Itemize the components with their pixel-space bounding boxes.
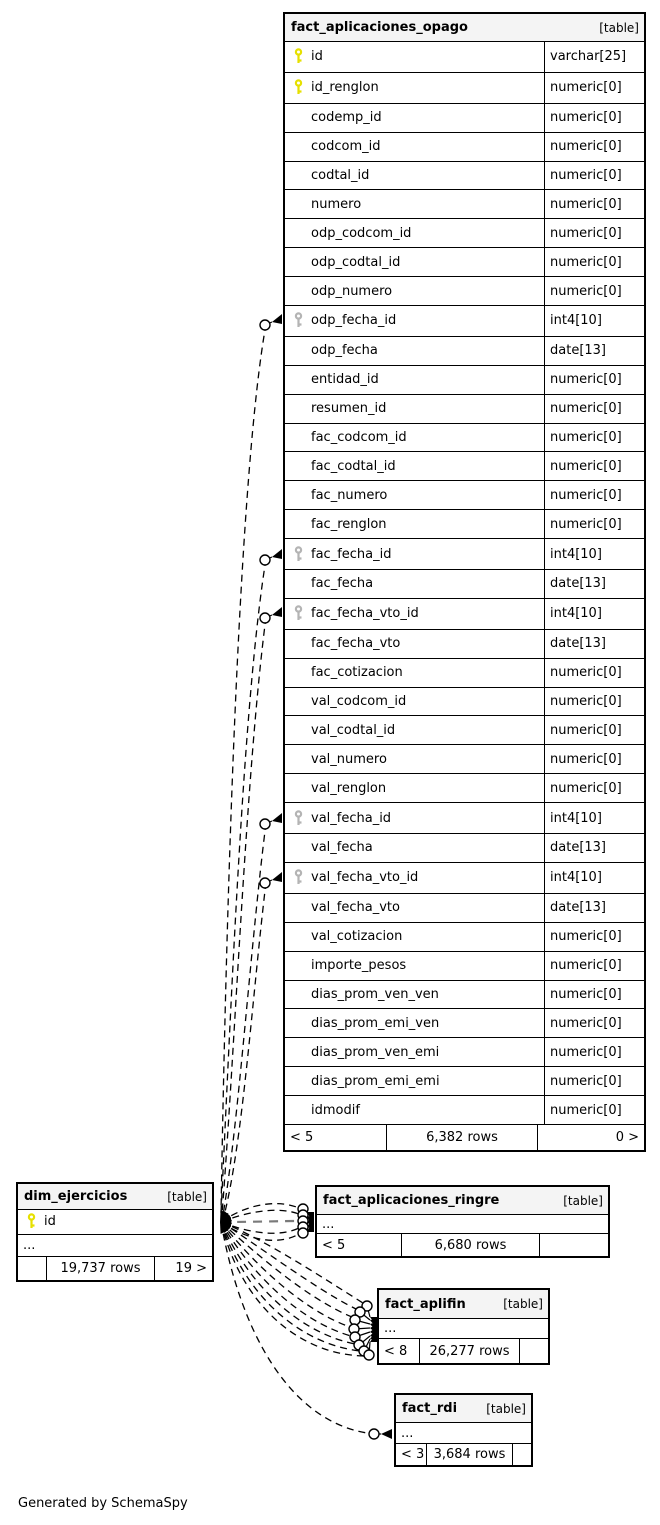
column-name: entidad_id [311,372,379,388]
degree-in-label: < 5 [285,1125,387,1150]
column-row-dias_prom_ven_emi [285,1038,644,1067]
cardinality-circle-icon [369,1429,379,1439]
column-row-importe_pesos [285,952,644,981]
column-row-val_cotizacion [285,923,644,952]
degree-in-label [18,1257,47,1280]
foreign-key-icon [285,869,311,886]
column-type: date[13] [544,570,644,598]
column-type: numeric[0] [544,424,644,452]
column-row-fac_fecha [285,570,644,599]
ellipsis-label: ... [401,1425,414,1441]
cardinality-circle-icon [260,819,270,829]
degree-out-label: 19 > [175,1261,207,1276]
column-type: date[13] [544,834,644,862]
cardinality-circle-icon [298,1228,308,1238]
column-row-odp_numero [285,277,644,306]
edge-stub-line [303,1232,306,1233]
column-row-codtal_id [285,162,644,191]
column-name: codemp_id [311,110,382,126]
cardinality-circle-icon [362,1301,372,1311]
table-header [379,1290,548,1319]
arrowhead-into-dim-ejercicios-icon [218,1213,232,1226]
column-row-codemp_id [285,104,644,133]
hidden-columns-row [18,1235,212,1257]
cardinality-circle-icon [355,1307,365,1317]
column-name: fac_fecha_vto [311,636,401,652]
edge-stub-line [265,821,272,824]
column-row-entidad_id [285,366,644,395]
column-type: numeric[0] [544,1009,644,1037]
table-type-badge: [table] [563,1193,603,1208]
column-type: numeric[0] [544,688,644,716]
column-type: numeric[0] [544,716,644,744]
primary-key-icon [285,79,311,96]
column-type: numeric[0] [544,219,644,247]
column-name: val_fecha_vto_id [311,870,419,886]
column-row-fac_numero [285,481,644,510]
cardinality-circle-icon [350,1332,360,1342]
table-title-link[interactable]: fact_aplicaciones_opago [291,20,468,35]
row-count-label: 3,684 rows [427,1444,513,1465]
column-row-fac_fecha_vto_id [285,599,644,630]
column-row-val_codtal_id [285,716,644,745]
degree-out-label: 0 > [615,1130,639,1145]
edge-stub-line [359,1336,370,1345]
foreign-key-icon [285,605,311,622]
column-type: int4[10] [544,539,644,569]
column-type: numeric[0] [544,73,644,103]
column-type: int4[10] [544,306,644,336]
crow-foot-arrow-icon [370,1322,377,1332]
column-row-id [18,1210,212,1235]
cardinality-circle-icon [298,1216,308,1226]
row-count-label: 26,277 rows [420,1339,520,1363]
row-count-label: 19,737 rows [47,1257,155,1280]
row-count-label: 6,680 rows [402,1234,540,1256]
column-row-id [285,42,644,73]
cardinality-circle-icon [260,320,270,330]
edge-stub-line [265,880,272,883]
column-type: date[13] [544,630,644,658]
column-name: odp_numero [311,283,393,299]
crow-foot-arrow-icon [306,1215,314,1225]
column-row-id_renglon [285,73,644,104]
relationship-edge-fact_aplicaciones_ringre-9 [221,1222,299,1240]
column-row-fac_fecha_id [285,539,644,570]
column-type: numeric[0] [544,1096,644,1124]
column-name: id [311,49,323,65]
table-box-fact-rdi [394,1393,533,1467]
crow-foot-arrow-icon [370,1328,377,1338]
column-name: codtal_id [311,168,370,183]
column-name: dias_prom_emi_ven [311,1015,440,1031]
crow-foot-arrow-icon [272,872,282,882]
column-type: date[13] [544,337,644,365]
column-row-dias_prom_ven_ven [285,981,644,1010]
table-type-badge: [table] [486,1401,526,1416]
relationship-edge-fact_aplicaciones_opago-2 [222,617,266,1214]
arrowhead-into-dim-ejercicios-icon [216,1210,229,1224]
column-name: fac_numero [311,487,388,503]
column-rows [379,1319,548,1338]
table-header [18,1184,212,1210]
column-name: val_fecha_id [311,810,392,826]
cardinality-circle-icon [298,1222,308,1232]
edge-stub-line [354,1328,370,1329]
cardinality-circle-icon [260,878,270,888]
column-name: val_renglon [311,780,387,796]
table-title-link[interactable]: fact_aplifin [385,1296,466,1312]
edge-stub-line [355,1332,370,1337]
column-row-dias_prom_emi_emi [285,1067,644,1096]
degree-in-label: < 3 [396,1444,427,1465]
cardinality-circle-icon [350,1315,360,1325]
table-type-badge: [table] [167,1189,207,1204]
foreign-key-icon [285,810,311,827]
column-type: numeric[0] [544,981,644,1009]
column-row-fac_fecha_vto [285,630,644,659]
schemaspy-credit: Generated by SchemaSpy [18,1496,188,1511]
column-rows [18,1210,212,1256]
cardinality-circle-icon [260,613,270,623]
column-name: id_renglon [311,80,379,96]
relationship-edge-fact_aplicaciones_opago-3 [223,823,266,1215]
column-row-dias_prom_emi_ven [285,1009,644,1038]
relationship-edge-fact_aplicaciones_ringre-7 [221,1221,299,1222]
column-type: numeric[0] [544,481,644,509]
column-row-idmodif [285,1096,644,1124]
column-row-fac_codcom_id [285,424,644,453]
relationship-edge-fact_aplicaciones_ringre-8 [221,1222,299,1233]
relationship-edge-fact_aplicaciones_opago-1 [221,559,266,1213]
cardinality-circle-icon [298,1204,308,1214]
column-name: odp_codcom_id [311,225,412,241]
crow-foot-arrow-icon [306,1222,314,1232]
column-row-val_fecha [285,834,644,863]
column-name: fac_fecha [311,576,374,592]
cardinality-circle-icon [349,1324,359,1334]
degree-out-label [520,1339,548,1363]
degree-in-label: < 8 [379,1339,420,1363]
table-footer [285,1124,644,1150]
edge-stub-line [369,1342,370,1355]
crow-foot-arrow-icon [306,1219,314,1229]
crow-foot-arrow-icon [272,549,282,559]
hidden-columns-row [396,1423,531,1443]
column-name: resumen_id [311,401,387,417]
column-type: numeric[0] [544,452,644,480]
column-name: val_codtal_id [311,722,396,738]
column-row-numero [285,190,644,219]
column-type: numeric[0] [544,162,644,190]
hidden-columns-row [317,1215,608,1233]
crow-foot-arrow-icon [381,1429,392,1439]
column-rows [317,1215,608,1233]
edge-stub-line [265,557,272,560]
column-row-val_numero [285,745,644,774]
column-type: numeric[0] [544,774,644,802]
column-row-odp_codcom_id [285,219,644,248]
column-type: numeric[0] [544,277,644,305]
column-type: date[13] [544,894,644,922]
arrowhead-into-dim-ejercicios-icon [216,1220,229,1234]
column-rows [285,42,644,1124]
column-name: dias_prom_ven_ven [311,986,439,1002]
column-type: int4[10] [544,599,644,629]
column-row-resumen_id [285,395,644,424]
arrowhead-into-dim-ejercicios-icon [219,1215,232,1226]
column-type: numeric[0] [544,190,644,218]
column-type: numeric[0] [544,395,644,423]
column-type: numeric[0] [544,923,644,951]
ellipsis-label: ... [23,1237,36,1253]
edge-stub-line [303,1221,306,1222]
edge-stub-line [265,615,272,618]
column-row-fac_renglon [285,510,644,539]
column-name: odp_fecha [311,343,378,359]
crow-foot-arrow-icon [306,1217,314,1227]
cardinality-circle-icon [298,1210,308,1220]
crow-foot-arrow-icon [272,314,282,324]
edge-stub-line [303,1209,306,1212]
foreign-key-icon [285,312,311,329]
column-name: codcom_id [311,139,381,155]
arrowhead-into-dim-ejercicios-icon [218,1218,232,1231]
arrowhead-into-dim-ejercicios-icon [217,1219,231,1233]
column-type: numeric[0] [544,659,644,687]
arrowhead-into-dim-ejercicios-icon [217,1211,231,1225]
column-name: numero [311,196,362,212]
column-row-fac_codtal_id [285,452,644,481]
crow-foot-arrow-icon [306,1212,314,1222]
cardinality-circle-icon [354,1340,364,1350]
cardinality-circle-icon [260,555,270,565]
degree-out-label [513,1444,531,1465]
column-type: numeric[0] [544,1067,644,1095]
column-name: odp_codtal_id [311,254,401,270]
hidden-columns-row [379,1319,548,1338]
table-type-badge: [table] [599,20,639,35]
row-count-label: 6,382 rows [387,1125,538,1150]
foreign-key-icon [285,546,311,563]
table-footer [379,1338,548,1363]
ellipsis-label: ... [322,1216,335,1232]
column-name: val_cotizacion [311,929,403,945]
arrowhead-into-dim-ejercicios-icon [220,1218,231,1227]
relationship-edge-fact_aplicaciones_ringre-5 [221,1204,299,1222]
column-row-odp_fecha [285,337,644,366]
table-box-fact-aplicaciones-ringre [315,1185,610,1258]
arrowhead-into-dim-ejercicios-icon [219,1218,232,1229]
relationship-edge-fact_aplicaciones_opago-0 [221,324,266,1213]
crow-foot-arrow-icon [272,813,282,823]
table-header [285,14,644,42]
edge-stub-line [265,322,272,325]
cardinality-circle-icon [359,1346,369,1356]
primary-key-icon [18,1213,44,1230]
relationship-edge-fact_aplicaciones_opago-4 [224,882,266,1216]
table-header [317,1187,608,1215]
edge-stub-line [355,1320,370,1324]
ellipsis-label: ... [384,1321,397,1336]
table-box-fact-aplicaciones-opago [283,12,646,1152]
column-type: numeric[0] [544,366,644,394]
column-type: numeric[0] [544,248,644,276]
column-type: numeric[0] [544,104,644,132]
column-name: importe_pesos [311,958,407,974]
column-name: fac_codtal_id [311,458,396,474]
edge-stub-line [303,1215,306,1217]
table-box-dim-ejercicios [16,1182,214,1282]
column-row-odp_fecha_id [285,306,644,337]
edge-stub-line [360,1312,370,1320]
table-footer [18,1256,212,1280]
column-row-fac_cotizacion [285,659,644,688]
table-header [396,1395,531,1423]
column-row-odp_codtal_id [285,248,644,277]
column-name: fac_cotizacion [311,665,403,681]
column-name: odp_fecha_id [311,313,397,329]
column-name: id [44,1214,56,1230]
column-name: dias_prom_emi_emi [311,1073,440,1089]
column-row-val_codcom_id [285,688,644,717]
column-type: numeric[0] [544,745,644,773]
primary-key-icon [285,48,311,65]
degree-out-label [540,1234,608,1256]
degree-in-label: < 5 [317,1234,402,1256]
column-type: int4[10] [544,803,644,833]
table-footer [317,1233,608,1256]
table-title-link[interactable]: fact_aplicaciones_ringre [323,1193,500,1208]
edge-stub-line [367,1306,370,1317]
column-name: fac_fecha_vto_id [311,606,419,622]
table-box-fact-aplifin [377,1288,550,1365]
column-row-val_renglon [285,774,644,803]
crow-foot-arrow-icon [370,1317,377,1327]
table-type-badge: [table] [503,1297,543,1311]
crow-foot-arrow-icon [370,1326,377,1336]
crow-foot-arrow-icon [370,1319,377,1329]
column-type: varchar[25] [544,42,644,72]
edge-stub-line [364,1339,370,1351]
table-title-link[interactable]: dim_ejercicios [24,1189,128,1204]
column-row-val_fecha_vto [285,894,644,923]
column-name: val_codcom_id [311,694,407,710]
crow-foot-arrow-icon [272,607,282,617]
table-title-link[interactable]: fact_rdi [402,1401,458,1416]
column-name: fac_codcom_id [311,430,407,446]
column-name: fac_fecha_id [311,546,392,562]
table-footer [396,1443,531,1465]
column-rows [396,1423,531,1443]
column-name: idmodif [311,1102,360,1118]
column-row-val_fecha_vto_id [285,863,644,894]
crow-foot-arrow-icon [370,1324,377,1334]
crow-foot-arrow-icon [370,1332,377,1342]
cardinality-circle-icon [364,1350,374,1360]
relationship-edge-fact_aplicaciones_ringre-6 [221,1210,299,1222]
column-row-codcom_id [285,133,644,162]
column-type: int4[10] [544,863,644,893]
column-name: val_fecha_vto [311,900,400,916]
column-type: numeric[0] [544,952,644,980]
column-row-val_fecha_id [285,803,644,834]
column-name: val_fecha [311,840,373,856]
column-name: val_numero [311,751,387,767]
crow-foot-arrow-icon [370,1330,377,1340]
column-type: numeric[0] [544,1038,644,1066]
column-name: fac_renglon [311,516,387,532]
column-type: numeric[0] [544,510,644,538]
column-type: numeric[0] [544,133,644,161]
column-name: dias_prom_ven_emi [311,1044,440,1060]
